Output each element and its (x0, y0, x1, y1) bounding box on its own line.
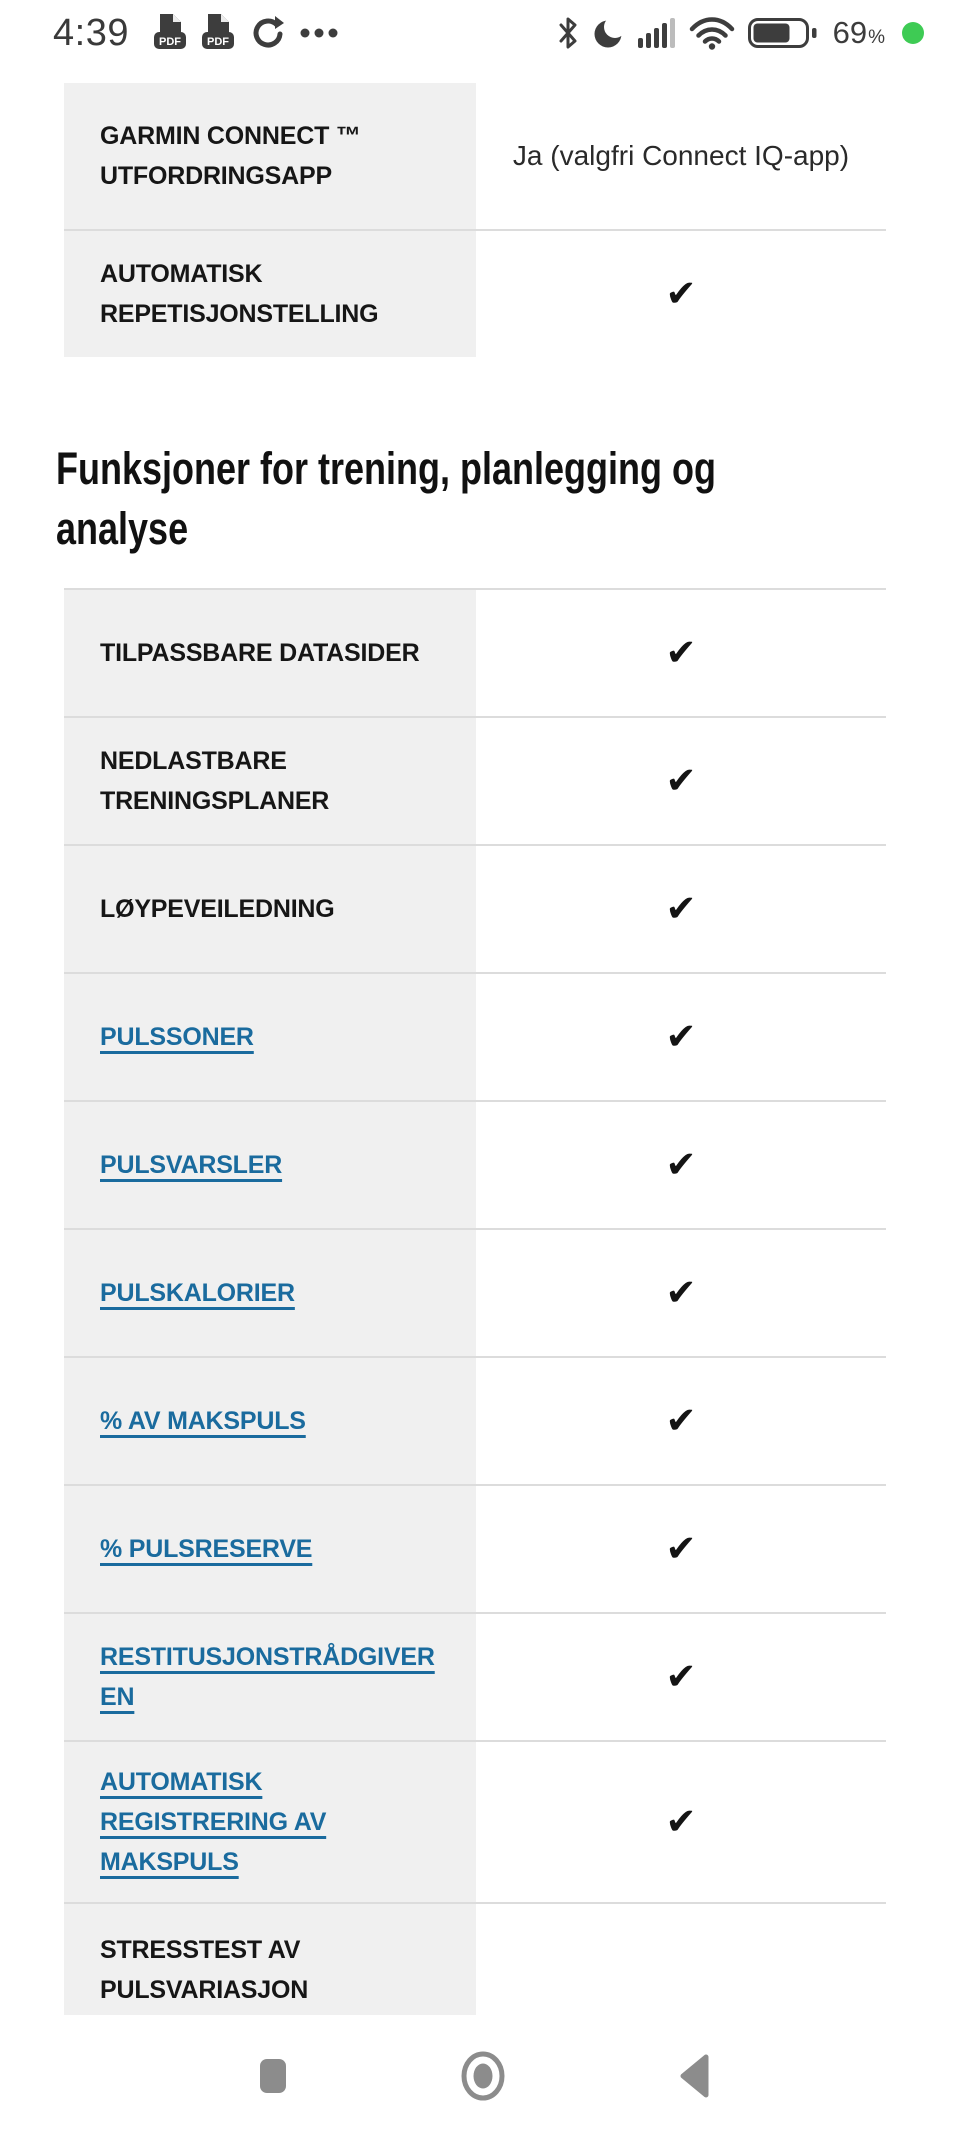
checkmark-icon: ✔ (665, 887, 697, 930)
feature-value-text: Ja (valgfri Connect IQ-app) (512, 140, 850, 171)
feature-label-cell (64, 1904, 476, 2015)
checkmark-icon: ✔ (665, 631, 697, 674)
feature-label: TILPASSBARE DATASIDER (100, 639, 420, 667)
checkmark-icon: ✔ (665, 272, 697, 315)
feature-label: GARMIN CONNECT ™ UTFORDRINGSAPP (100, 122, 361, 190)
feature-value-cell (476, 974, 886, 1100)
home-button[interactable] (459, 2050, 507, 2102)
feature-value-cell (476, 718, 886, 844)
feature-label-cell (64, 1358, 476, 1484)
section-heading-line: analyse (56, 503, 189, 554)
feature-value-cell (476, 1486, 886, 1612)
feature-label-cell (64, 231, 476, 357)
table-row (64, 1612, 886, 1740)
table-row (64, 1356, 886, 1484)
bluetooth-icon (556, 15, 580, 51)
svg-text:PDF: PDF (206, 36, 229, 48)
checkmark-icon: ✔ (665, 1143, 697, 1186)
more-dots-icon (299, 27, 339, 39)
feature-label-cell (64, 1742, 476, 1902)
battery-percent: 69 % (832, 15, 885, 50)
checkmark-icon: ✔ (665, 1527, 697, 1570)
section-heading-line: Funksjoner for trening, planlegging og (56, 443, 716, 494)
feature-label: STRESSTEST AV PULSVARIASJON (100, 1936, 309, 2004)
table-row (64, 83, 886, 229)
feature-value-cell (476, 1230, 886, 1356)
refresh-icon (249, 15, 285, 51)
svg-text:PDF: PDF (158, 36, 181, 48)
feature-value-cell (476, 846, 886, 972)
checkmark-icon: ✔ (665, 1800, 697, 1843)
feature-label-cell (64, 1230, 476, 1356)
table-row (64, 716, 886, 844)
clock-time: 4:39 (53, 11, 129, 54)
feature-value-cell (476, 1358, 886, 1484)
table-row (64, 1740, 886, 1902)
web-content (0, 83, 960, 2015)
feature-label-cell (64, 718, 476, 844)
status-bar (0, 0, 960, 60)
feature-link[interactable]: PULSKALORIER (100, 1279, 295, 1307)
feature-value-cell (476, 1742, 886, 1902)
system-nav-bar (0, 2018, 960, 2134)
recents-square-icon (259, 2057, 287, 2095)
feature-value-cell (476, 1904, 886, 2015)
feature-value-cell (476, 1102, 886, 1228)
feature-label-cell (64, 1102, 476, 1228)
pdf-document-icon (201, 13, 235, 53)
table-row (64, 1484, 886, 1612)
back-triangle-icon (679, 2053, 711, 2099)
table-row (64, 1902, 886, 2015)
table-row (64, 844, 886, 972)
feature-label: NEDLASTBARE TRENINGSPLANER (100, 747, 330, 815)
feature-table (64, 588, 886, 2015)
status-bar-left (53, 12, 339, 55)
cellular-signal-icon (638, 17, 676, 49)
feature-link[interactable]: % AV MAKSPULS (100, 1407, 306, 1435)
feature-value-cell (476, 83, 886, 229)
feature-label-cell (64, 590, 476, 716)
feature-label-cell (64, 846, 476, 972)
pdf-document-icon (153, 13, 187, 53)
recents-button[interactable] (249, 2050, 297, 2102)
feature-label: AUTOMATISK REPETISJONSTELLING (100, 260, 379, 328)
table-row (64, 1228, 886, 1356)
feature-label-cell (64, 83, 476, 229)
checkmark-icon: ✔ (665, 1655, 697, 1698)
home-circle-icon (459, 2050, 507, 2102)
table-row (64, 1100, 886, 1228)
feature-value-cell (476, 1614, 886, 1740)
table-row (64, 972, 886, 1100)
feature-link[interactable]: % PULSRESERVE (100, 1535, 313, 1563)
table-row (64, 229, 886, 357)
checkmark-icon: ✔ (665, 1015, 697, 1058)
status-bar-right (556, 15, 924, 51)
feature-link[interactable]: PULSVARSLER (100, 1151, 283, 1179)
feature-link[interactable]: AUTOMATISK REGISTRERING AV MAKSPULS (100, 1768, 327, 1876)
green-status-dot (902, 22, 924, 44)
section-heading (56, 439, 936, 559)
feature-value-cell (476, 231, 886, 357)
checkmark-icon: ✔ (665, 1399, 697, 1442)
feature-link[interactable]: RESTITUSJONSTRÅDGIVEREN (100, 1643, 435, 1711)
feature-label-cell (64, 1486, 476, 1612)
wifi-icon (689, 16, 735, 50)
feature-value-cell (476, 590, 886, 716)
feature-label-cell (64, 974, 476, 1100)
do-not-disturb-moon-icon (593, 17, 625, 49)
back-button[interactable] (671, 2050, 719, 2102)
feature-label-cell (64, 1614, 476, 1740)
feature-link[interactable]: PULSSONER (100, 1023, 254, 1051)
checkmark-icon: ✔ (665, 1271, 697, 1314)
feature-label: LØYPEVEILEDNING (100, 895, 335, 923)
checkmark-icon: ✔ (665, 759, 697, 802)
table-row (64, 588, 886, 716)
battery-icon (748, 17, 818, 49)
feature-table (64, 83, 886, 357)
